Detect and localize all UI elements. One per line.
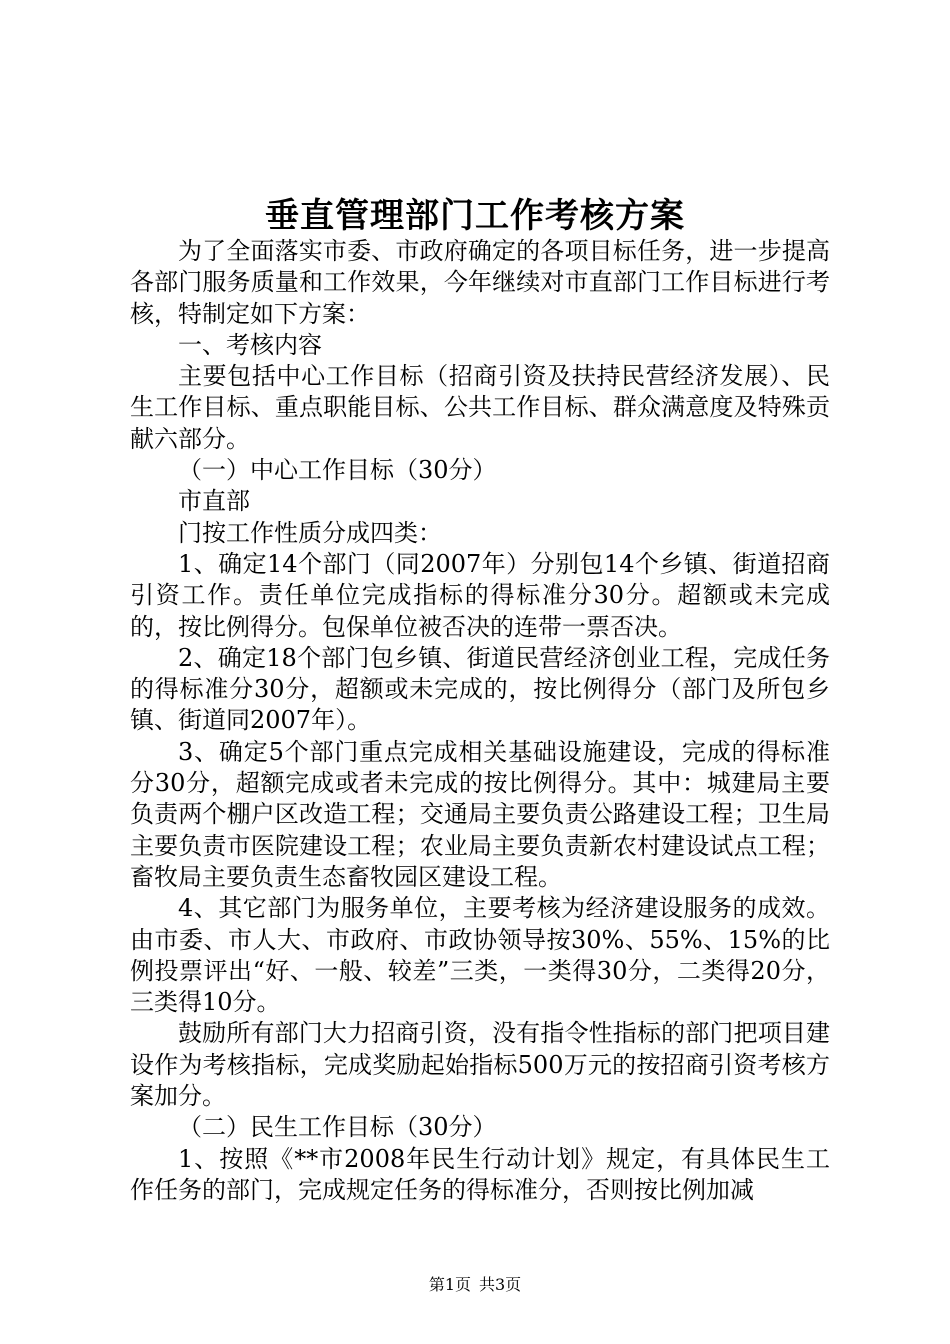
item-2-paragraph: 2、确定18个部门包乡镇、街道民营经济创业工程，完成任务的得标准分30分，超额或未完成的，按比例得分（部门及所包乡镇、街道同2007年）。 bbox=[130, 643, 830, 735]
subsection-heading-livelihood: （二）民生工作目标（30分） bbox=[178, 1113, 497, 1142]
item-1-paragraph: 1、确定14个部门（同2007年）分别包14个乡镇、街道招商引资工作。责任单位完成指标的得标准分30分。超额或未完成的，按比例得分。包保单位被否决的连带一票否决。 bbox=[130, 549, 830, 641]
paragraph-fragment: 市直部 bbox=[178, 487, 250, 516]
page-number: 第1页 bbox=[428, 1275, 471, 1294]
item-4-paragraph: 4、其它部门为服务单位，主要考核为经济建设服务的成效。由市委、市人大、市政府、市政协领导按30%、55%、15%的比例投票评出“好、一般、较差”三类，一类得30分，二类得20分，三类得10分。 bbox=[130, 894, 830, 1017]
subsection-heading-central: （一）中心工作目标（30分） bbox=[178, 456, 497, 485]
page-footer bbox=[0, 1272, 950, 1295]
document-title: 垂直管理部门工作考核方案 bbox=[265, 196, 685, 236]
paragraph-categories: 门按工作性质分成四类： bbox=[178, 518, 442, 547]
page-total: 共3页 bbox=[479, 1275, 522, 1294]
document-body bbox=[130, 236, 830, 1206]
content-summary-paragraph: 主要包括中心工作目标（招商引资及扶持民营经济发展）、民生工作目标、重点职能目标、公共工作目标、群众满意度及特殊贡献六部分。 bbox=[130, 362, 830, 453]
section-heading-content: 一、考核内容 bbox=[178, 330, 322, 359]
livelihood-item-1-paragraph: 1、按照《**市2008年民生行动计划》规定，有具体民生工作任务的部门，完成规定任务的得标准分，否则按比例加减 bbox=[130, 1144, 830, 1204]
encouragement-paragraph: 鼓励所有部门大力招商引资，没有指令性指标的部门把项目建设作为考核指标，完成奖励起始指标500万元的按招商引资考核方案加分。 bbox=[130, 1019, 830, 1111]
item-3-paragraph: 3、确定5个部门重点完成相关基础设施建设，完成的得标准分30分，超额完成或者未完成的按比例得分。其中：城建局主要负责两个棚户区改造工程；交通局主要负责公路建设工程；卫生局主要负责市医院建设工程；农业局主要负责新农村建设试点工程；畜牧局主要负责生态畜牧园区建设工程。 bbox=[130, 737, 830, 891]
intro-paragraph: 为了全面落实市委、市政府确定的各项目标任务，进一步提高各部门服务质量和工作效果，今年继续对市直部门工作目标进行考核，特制定如下方案： bbox=[130, 237, 830, 328]
